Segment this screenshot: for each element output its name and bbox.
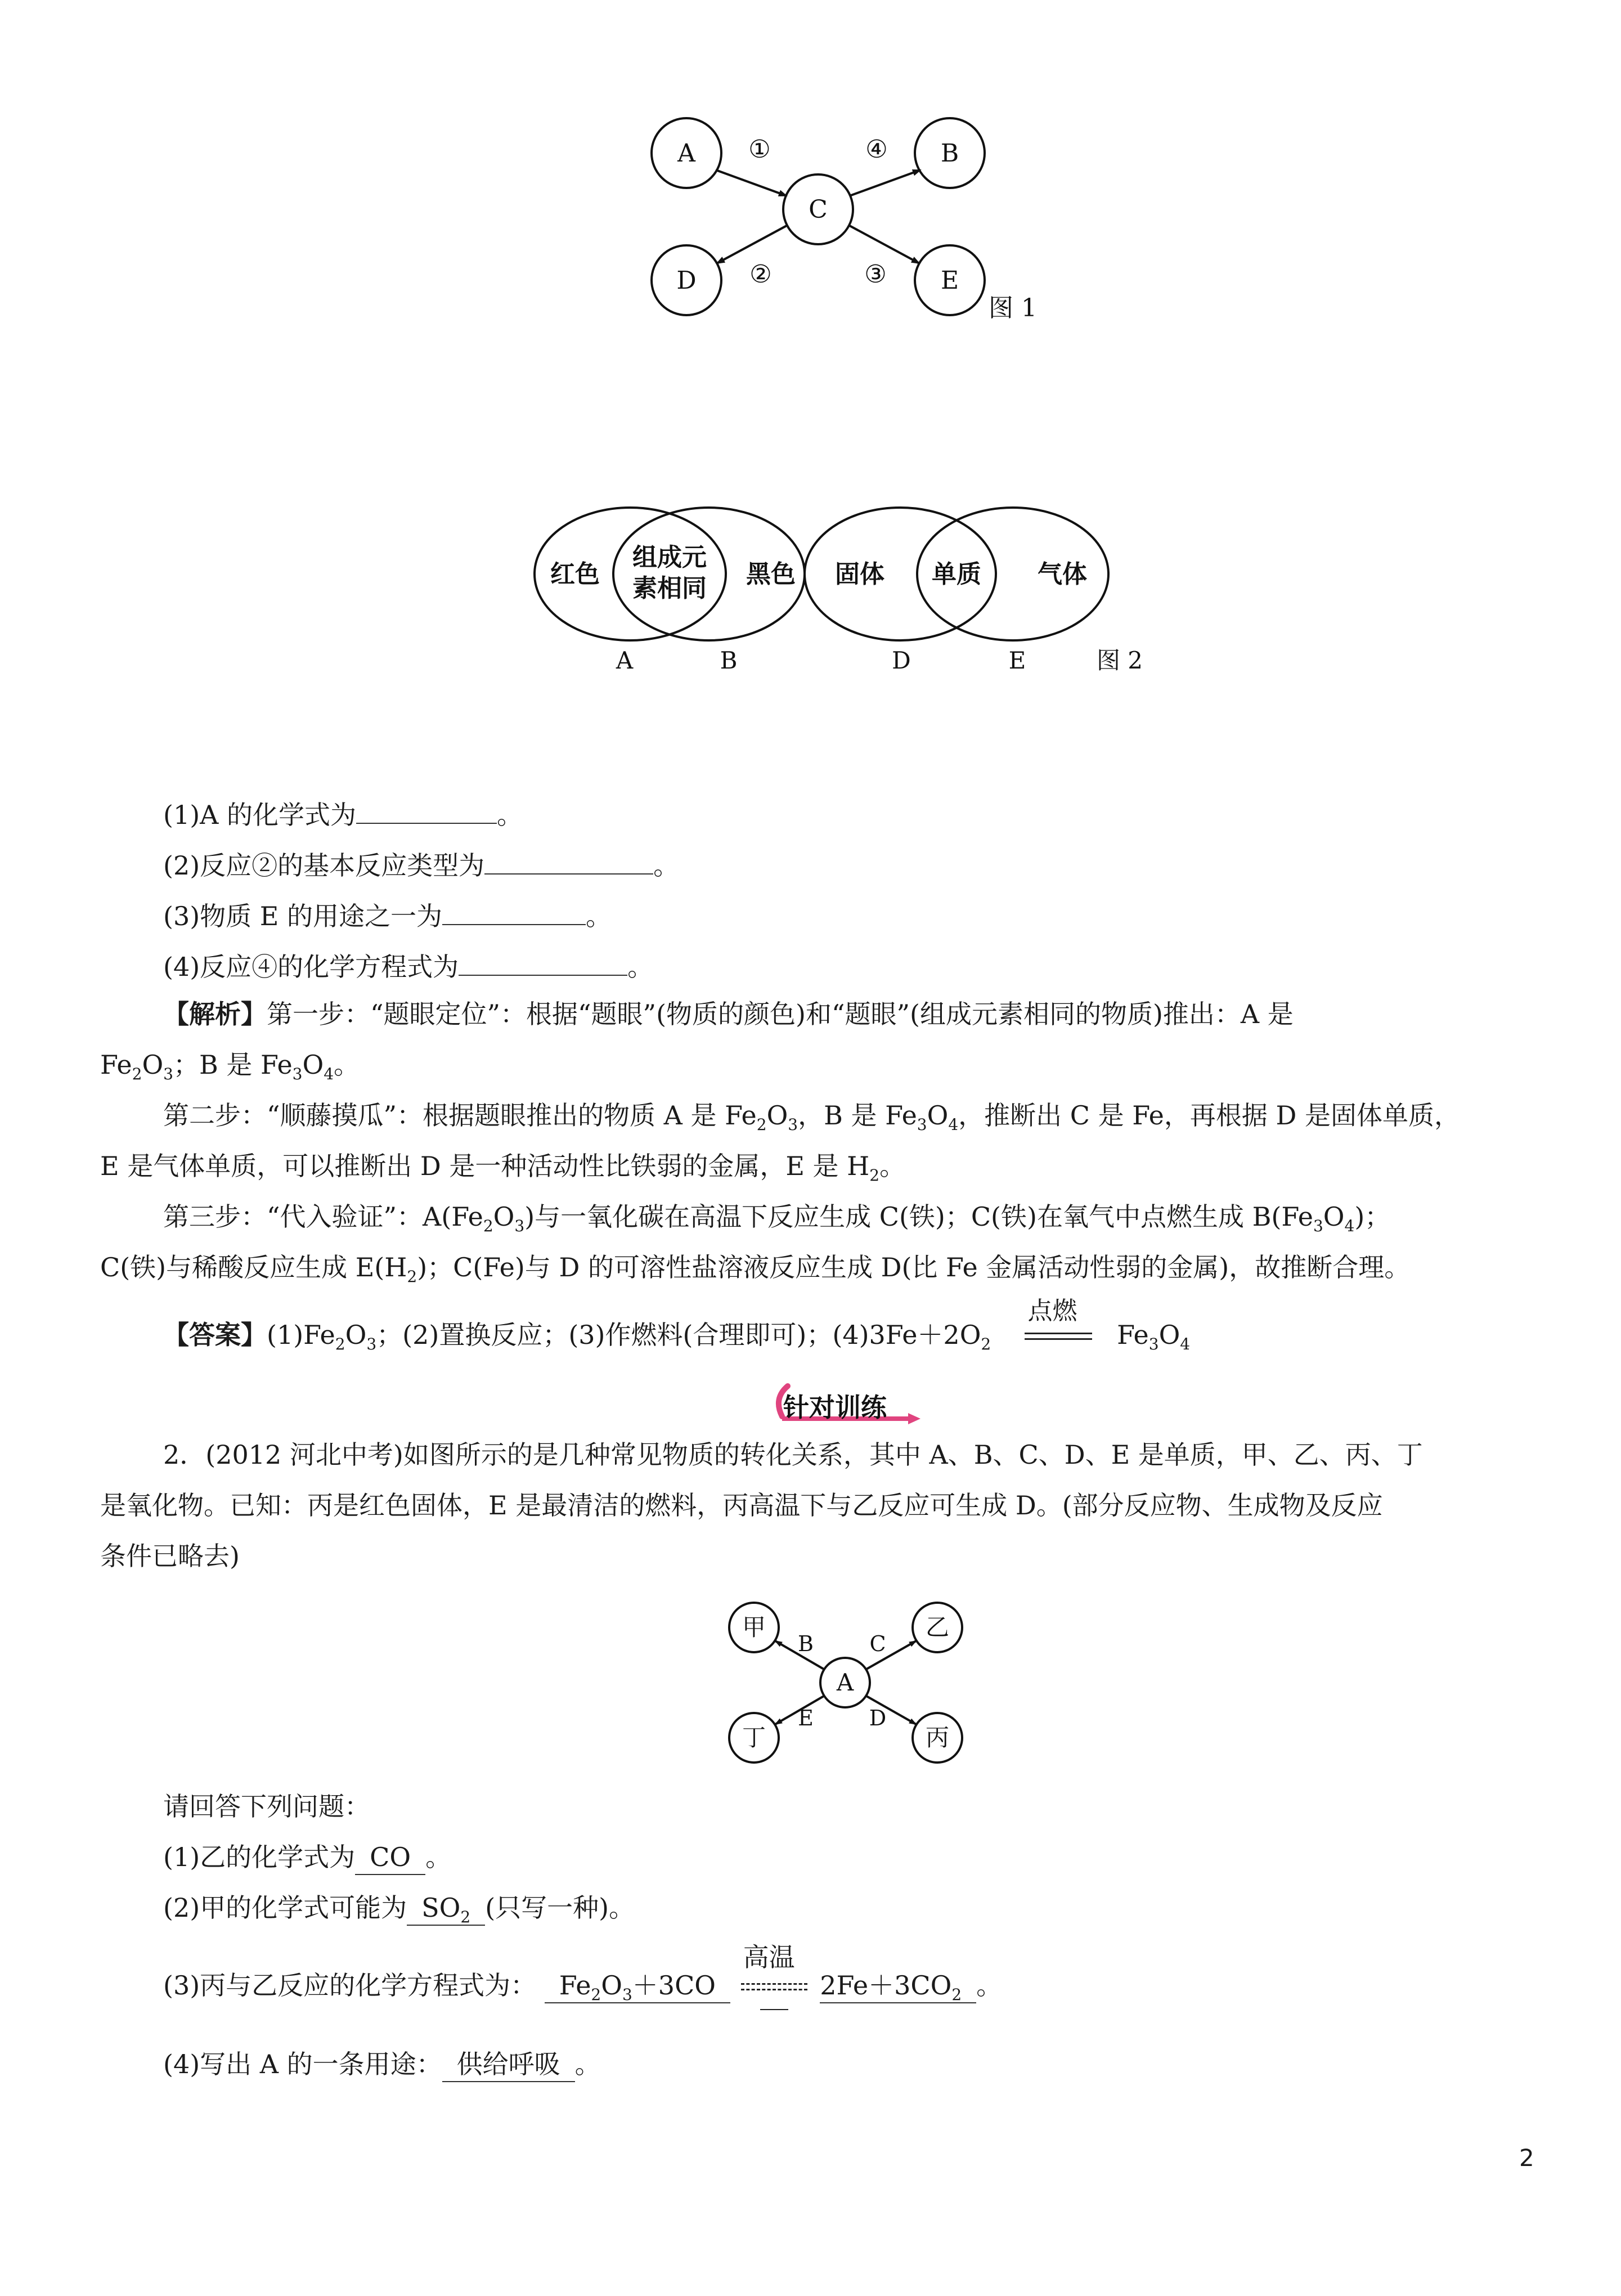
analysis-label: 【解析】 (163, 999, 267, 1029)
node-jia-label: 甲 (742, 1613, 766, 1641)
arrow-c-to-d (717, 225, 788, 263)
analysis-step2-line2: E 是气体单质，可以推断出 D 是一种活动性比铁弱的金属，E 是 $H_2$。 (100, 1151, 906, 1185)
figure-1-caption: 图 1 (989, 294, 1037, 322)
venn-label-b: B (720, 647, 738, 674)
section-title-badge (771, 1382, 923, 1427)
answer-label: 【答案】 (163, 1320, 267, 1350)
node-b-label: B (940, 139, 959, 168)
arrow-c-to-e (848, 225, 919, 263)
q1-blank-2[interactable] (484, 849, 653, 875)
venn-left-middle-2: 素相同 (632, 574, 707, 603)
arrow-1-label: ① (748, 135, 771, 164)
arrow-c-label: C (869, 1631, 886, 1656)
node-ding-label: 丁 (742, 1724, 766, 1751)
venn-label-e: E (1008, 647, 1026, 674)
analysis-step1-line2: $Fe_2O_3$；B 是 $Fe_3O_4$。 (100, 1050, 360, 1083)
q2-answer-2-value: $SO_2$ (407, 1891, 485, 1926)
q1-part-4: (4)反应④的化学方程式为 。 (163, 950, 653, 984)
venn-label-d: D (892, 647, 911, 674)
arrow-a-to-c (716, 170, 787, 196)
q1-part-3: (3)物质 E 的用途之一为 。 (163, 899, 612, 933)
q2-answer-2: (2)甲的化学式可能为 $SO_2$ (只写一种)。 (163, 1891, 635, 1926)
q2-answer-4: (4)写出 A 的一条用途： 供给呼吸 。 (163, 2047, 601, 2082)
q1-part-1: (1)A 的化学式为 。 (163, 798, 523, 832)
q2-line-2: 是氧化物。已知：丙是红色固体，E 是最清洁的燃料，丙高温下与乙反应可生成 D。(部分反应物、生成物及反应 (100, 1490, 1383, 1521)
analysis-step3-line2: C(铁)与稀酸反应生成 $E(H_2)$；C(Fe)与 D 的可溶性盐溶液反应生成 D(比 Fe 金属活动性弱的金属)，故推断合理。 (100, 1252, 1411, 1286)
q1-blank-3[interactable] (442, 899, 586, 925)
arrow-c-to-b (850, 170, 920, 196)
q1-part-2: (2)反应②的基本反应类型为 。 (163, 849, 679, 882)
page-number: 2 (1519, 2144, 1534, 2172)
analysis-step1-line1: 【解析】第一步：“题眼定位”：根据“题眼”(物质的颜色)和“题眼”(组成元素相同的物质)推出：A 是 (163, 999, 1294, 1029)
analysis-step2-line1: 第二步：“顺藤摸瓜”：根据题眼推出的物质 A 是 $Fe_2O_3$，B 是 $Fe_3O_4$，推断出 C 是 Fe，再根据 D 是固体单质， (163, 1100, 1460, 1134)
q2-answer-3-left: $Fe_2O_3+3CO$ (545, 1968, 730, 2003)
q1-blank-4[interactable] (459, 950, 627, 976)
section-title: 针对训练 (783, 1392, 887, 1423)
arrow-3-label: ③ (864, 260, 887, 289)
analysis-step3-line1: 第三步：“代入验证”：$A(Fe_2O_3)$与一氧化碳在高温下反应生成 C(铁)；C(铁)在氧气中点燃生成 $B(Fe_3O_4)$； (163, 1201, 1391, 1235)
arrow-d-label: D (869, 1706, 887, 1730)
venn-left-outer-left: 红色 (550, 560, 600, 589)
venn-label-a: A (616, 647, 634, 674)
arrow-4-label: ④ (865, 135, 888, 164)
arrow-e-label: E (798, 1706, 814, 1730)
arrow-2-label: ② (749, 260, 772, 289)
node-c-label: C (809, 195, 828, 224)
q2-answer-3: (3)丙与乙反应的化学方程式为： $Fe_2O_3+3CO$ 高温 $2Fe+3CO_2$ 。 (163, 1968, 1002, 2003)
q2-answer-1-value: CO (355, 1840, 425, 1875)
q2-answer-3-right: $2Fe+3CO_2$ (820, 1968, 976, 2003)
node-a-label: A (677, 139, 695, 168)
equation-condition: 点燃 (1025, 1318, 1092, 1352)
node-e-label: E (940, 266, 959, 295)
venn-right-middle: 单质 (932, 560, 981, 589)
q2-line-1: 2．(2012 河北中考)如图所示的是几种常见物质的转化关系，其中 A、B、C、D、E 是单质，甲、乙、丙、丁 (163, 1440, 1423, 1470)
q2-line-3: 条件已略去) (100, 1541, 240, 1571)
venn-left-outer-right: 黑色 (746, 560, 796, 589)
arrow-b-label: B (798, 1631, 814, 1656)
node-bing-label: 丙 (925, 1724, 950, 1751)
q2-answer-4-value: 供给呼吸 (442, 2047, 575, 2082)
q2-equation-condition: 高温 (739, 1970, 812, 2003)
venn-right-outer-right: 气体 (1038, 560, 1087, 589)
node-yi-label: 乙 (925, 1613, 950, 1641)
q2-intro: 请回答下列问题： (163, 1791, 370, 1822)
q2-answer-1: (1)乙的化学式为 CO 。 (163, 1840, 451, 1875)
figure-2-venn-diagrams (529, 501, 1193, 687)
node-d-label: D (676, 266, 697, 295)
q1-blank-1[interactable] (356, 798, 497, 824)
figure-1-diagram (619, 107, 1080, 343)
venn-left-middle-1: 组成元 (632, 543, 707, 572)
answer-line: 【答案】$(1)Fe_2O_3$；(2)置换反应；(3)作燃料(合理即可)；$(4)3Fe+2O_2$ 点燃 $Fe_3O_4$ (163, 1297, 1191, 1353)
figure-2-caption: 图 2 (1096, 647, 1143, 674)
figure-3-diagram (715, 1598, 985, 1767)
venn-right-outer-left: 固体 (835, 560, 884, 589)
node-center-label: A (836, 1669, 854, 1696)
